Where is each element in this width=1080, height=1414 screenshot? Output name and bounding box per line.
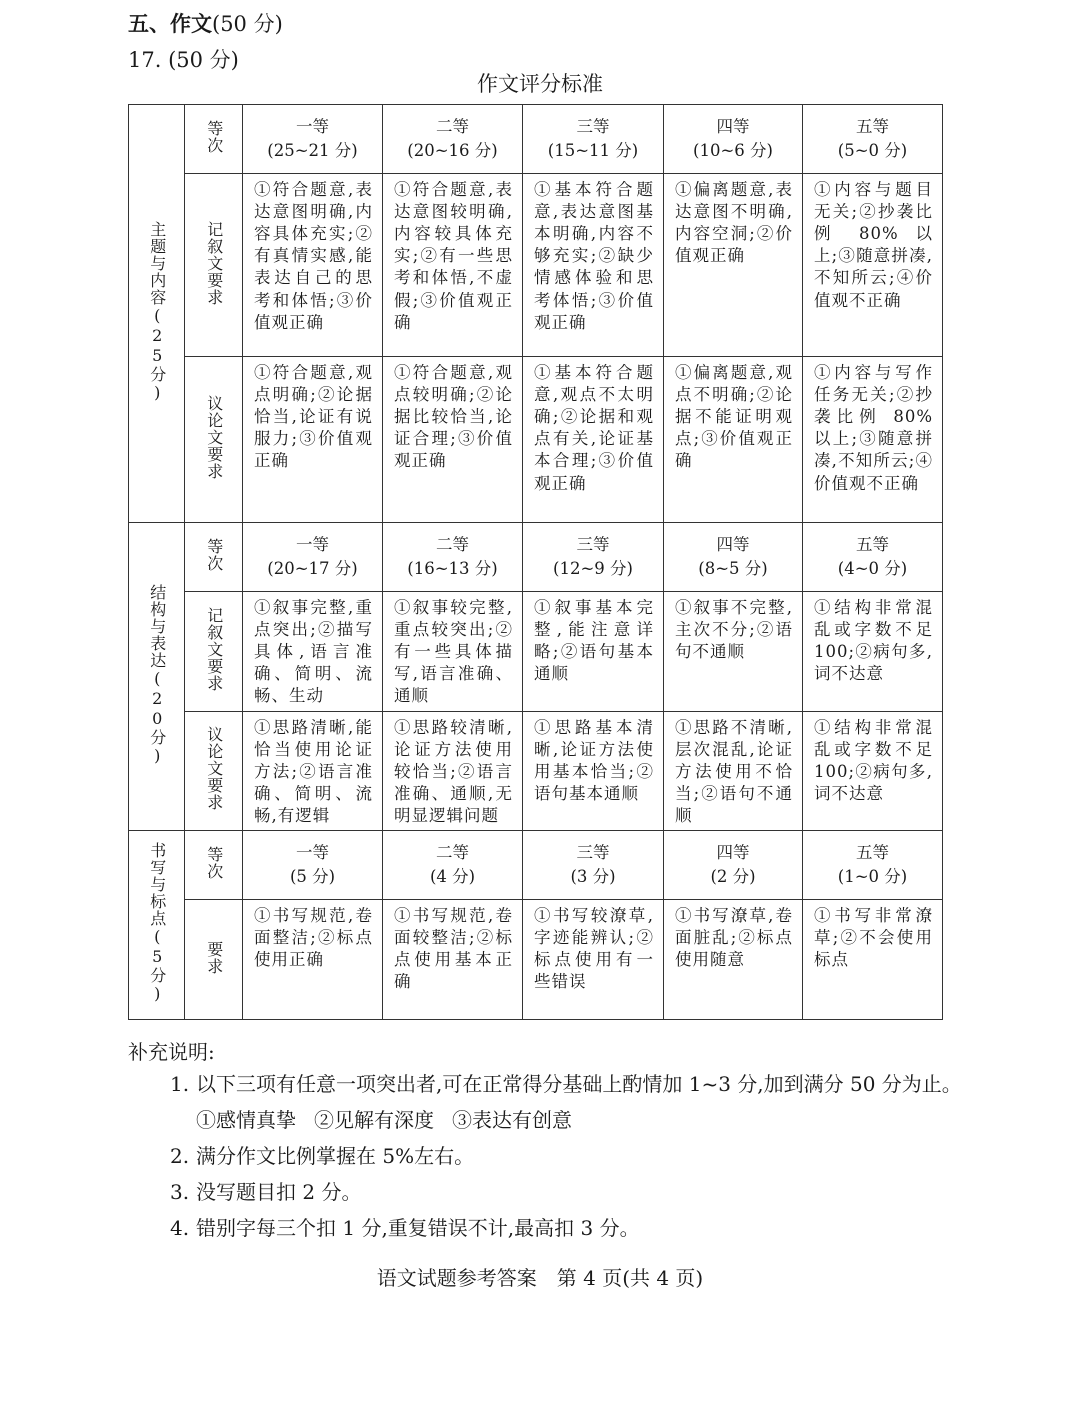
grade-range: (4~0 分) [837, 559, 908, 578]
requirement-cell: ①内容与写作任务无关;②抄袭比例 80% 以上;③随意拼凑,不知所云;④价值观不正确 [803, 357, 943, 523]
content-grade-row [129, 105, 943, 174]
requirement-cell: ①叙事基本完整,能注意详略;②语句基本通顺 [523, 592, 664, 712]
grade-cell [664, 831, 803, 900]
grade-range: (3 分) [570, 867, 616, 887]
grade-label-cell: 等次 [185, 831, 243, 900]
grade-name: 一等 [296, 117, 329, 137]
note-item [170, 1174, 962, 1210]
grade-range: (10~6 分) [693, 141, 773, 160]
note-number: 3. [170, 1180, 190, 1204]
grade-name: 三等 [576, 535, 610, 555]
requirement-cell: ①书写潦草,卷面脏乱;②标点使用随意 [664, 900, 803, 1020]
grade-cell [383, 523, 523, 592]
grade-name: 五等 [856, 535, 889, 555]
note-text: 错别字每三个扣 1 分,重复错误不计,最高扣 3 分。 [196, 1216, 640, 1240]
requirement-cell: ①符合题意,表达意图明确,内容具体充实;②有真情实感,能表达自己的思考和体悟;③价值观正确 [243, 174, 383, 357]
grade-name: 二等 [436, 117, 469, 137]
requirement-cell: ①符合题意,观点较明确;②论据比较恰当,论证合理;③价值观正确 [383, 357, 523, 523]
narrative-label-cell: 记叙文要求 [185, 592, 243, 712]
note-item [170, 1138, 962, 1174]
requirement-cell: ①思路不清晰,层次混乱,论证方法使用不恰当;②语句不通顺 [664, 711, 803, 831]
requirement-cell: ①符合题意,表达意图较明确,内容较具体充实;②有一些思考和体悟,不虚假;③价值观正确 [383, 174, 523, 357]
requirement-cell: ①叙事完整,重点突出;②描写具体,语言准确、简明、流畅、生动 [243, 592, 383, 712]
section-title: 作文 [170, 12, 212, 36]
requirement-cell: ①书写规范,卷面较整洁;②标点使用基本正确 [383, 900, 523, 1020]
section-points: (50 分) [212, 12, 283, 36]
grade-name: 三等 [576, 843, 610, 863]
notes-heading: 补充说明: [128, 1040, 215, 1064]
requirement-cell: ①思路清晰,能恰当使用论证方法;②语言准确、简明、流畅,有逻辑 [243, 711, 383, 831]
grade-cell [243, 831, 383, 900]
notes-list [170, 1066, 962, 1246]
requirement-cell: ①叙事不完整,主次不分;②语句不通顺 [664, 592, 803, 712]
grade-range: (20~17 分) [267, 559, 358, 578]
grade-range: (16~13 分) [407, 559, 498, 578]
note-subitem: ②见解有深度 [314, 1108, 434, 1132]
note-number: 4. [170, 1216, 190, 1240]
grade-cell [803, 523, 943, 592]
grade-name: 二等 [436, 843, 469, 863]
grade-cell [243, 523, 383, 592]
requirement-cell: ①基本符合题意,观点不太明确;②论据和观点有关,论证基本合理;③价值观正确 [523, 357, 664, 523]
dimension-label: 主题与内容(25分) [147, 220, 167, 403]
writing-grade-row [129, 831, 943, 900]
requirement-label-cell: 要求 [185, 900, 243, 1020]
grade-range: (15~11 分) [547, 141, 639, 160]
requirement-cell: ①偏离题意,表达意图不明确,内容空洞;②价值观正确 [664, 174, 803, 357]
requirement-cell: ①内容与题目无关;②抄袭比例 80% 以上;③随意拼凑,不知所云;④价值观不正确 [803, 174, 943, 357]
note-item [170, 1066, 962, 1102]
requirement-cell: ①结构非常混乱或字数不足100;②病句多,词不达意 [803, 592, 943, 712]
grade-cell [523, 105, 664, 174]
grade-range: (1~0 分) [837, 867, 908, 887]
note-number: 1. [170, 1072, 190, 1096]
grade-name: 五等 [856, 117, 889, 137]
dimension-label: 结构与表达(20分) [147, 583, 167, 766]
grade-label-cell: 等次 [185, 523, 243, 592]
requirement-cell: ①思路基本清晰,论证方法使用基本恰当;②语句基本通顺 [523, 711, 664, 831]
note-subitem: ①感情真挚 [196, 1108, 296, 1132]
argument-label-cell: 议论文要求 [185, 711, 243, 831]
grade-cell [664, 105, 803, 174]
note-item [170, 1210, 962, 1246]
requirement-cell: ①书写非常潦草;②不会使用标点 [803, 900, 943, 1020]
note-subitem: ③表达有创意 [452, 1108, 572, 1132]
requirement-cell: ①叙事较完整,重点较突出;②有一些具体描写,语言准确、通顺 [383, 592, 523, 712]
grade-name: 一等 [296, 843, 329, 863]
dimension-structure [129, 523, 185, 831]
requirement-cell: ①思路较清晰,论证方法使用较恰当;②语言准确、通顺,无明显逻辑问题 [383, 711, 523, 831]
dimension-content [129, 105, 185, 523]
grade-range: (8~5 分) [698, 559, 768, 578]
page-footer: 语文试题参考答案 第 4 页(共 4 页) [376, 1266, 704, 1290]
grade-range: (20~16 分) [407, 141, 498, 160]
grade-name: 一等 [296, 535, 329, 555]
grade-label-cell: 等次 [185, 105, 243, 174]
narrative-label-cell: 记叙文要求 [185, 174, 243, 357]
question-number: 17. (50 分) [128, 48, 239, 72]
dimension-label: 书写与标点(5分) [147, 842, 167, 1005]
grade-range: (12~9 分) [553, 559, 633, 578]
grade-name: 四等 [716, 843, 750, 863]
grade-cell [803, 831, 943, 900]
grade-range: (2 分) [710, 867, 756, 887]
grade-range: (5 分) [289, 867, 336, 887]
structure-narrative-row [129, 592, 943, 712]
rubric-table [128, 104, 943, 1020]
grade-name: 二等 [436, 535, 469, 555]
structure-argument-row [129, 711, 943, 831]
writing-requirement-row [129, 900, 943, 1020]
requirement-cell: ①基本符合题意,表达意图基本明确,内容不够充实;②缺少情感体验和思考体悟;③价值观正确 [523, 174, 664, 357]
note-number: 2. [170, 1144, 190, 1168]
section-heading [128, 8, 283, 38]
note-subitems [170, 1102, 962, 1138]
grade-cell [383, 105, 523, 174]
grade-range: (5~0 分) [837, 141, 908, 160]
grade-cell [243, 105, 383, 174]
grade-cell [664, 523, 803, 592]
grade-name: 四等 [716, 117, 750, 137]
grade-name: 五等 [856, 843, 889, 863]
grade-name: 四等 [716, 535, 750, 555]
dimension-writing [129, 831, 185, 1020]
grade-range: (25~21 分) [267, 141, 358, 160]
grade-name: 三等 [576, 117, 610, 137]
grade-cell [523, 831, 664, 900]
note-text: 满分作文比例掌握在 5%左右。 [196, 1144, 475, 1168]
content-narrative-row [129, 174, 943, 357]
requirement-cell: ①结构非常混乱或字数不足100;②病句多,词不达意 [803, 711, 943, 831]
argument-label-cell: 议论文要求 [185, 357, 243, 523]
requirement-cell: ①符合题意,观点明确;②论据恰当,论证有说服力;③价值观正确 [243, 357, 383, 523]
grade-cell [523, 523, 664, 592]
grade-cell [803, 105, 943, 174]
grade-cell [383, 831, 523, 900]
section-number: 五、 [128, 12, 170, 36]
content-argument-row [129, 357, 943, 523]
grade-range: (4 分) [429, 867, 476, 887]
table-title: 作文评分标准 [477, 72, 603, 96]
requirement-cell: ①书写规范,卷面整洁;②标点使用正确 [243, 900, 383, 1020]
requirement-cell: ①书写较潦草,字迹能辨认;②标点使用有一些错误 [523, 900, 664, 1020]
note-text: 没写题目扣 2 分。 [196, 1180, 362, 1204]
note-text: 以下三项有任意一项突出者,可在正常得分基础上酌情加 1~3 分,加到满分 50 分为止。 [196, 1072, 962, 1096]
requirement-cell: ①偏离题意,观点不明确;②论据不能证明观点;③价值观正确 [664, 357, 803, 523]
structure-grade-row [129, 523, 943, 592]
